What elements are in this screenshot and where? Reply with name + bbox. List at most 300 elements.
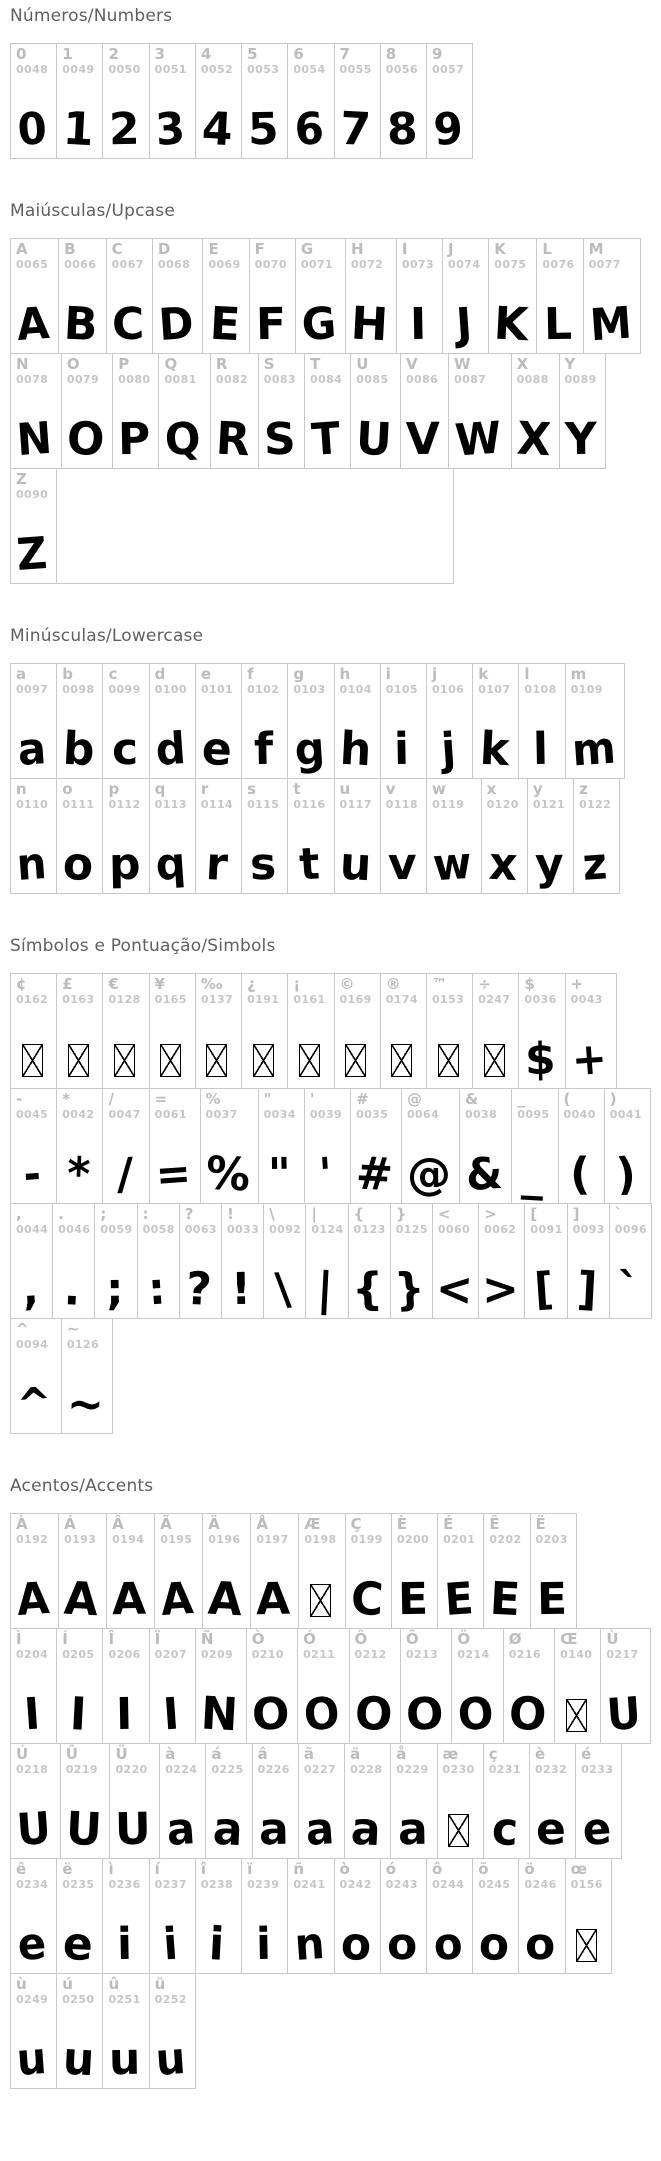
glyph-preview: [515, 386, 552, 467]
character-label: $: [524, 975, 535, 993]
glyph-cell: [10, 468, 57, 584]
glyph-preview: [62, 1006, 94, 1080]
glyph-preview: [15, 271, 51, 351]
glyph-cell: [195, 663, 242, 779]
glyph-preview: [16, 1661, 48, 1741]
character-label: í: [154, 1860, 160, 1878]
character-code: 0153: [431, 992, 465, 1006]
glyph-preview: [432, 1006, 464, 1080]
glyph-character: E: [443, 1572, 476, 1626]
character-label: |: [311, 1205, 317, 1223]
glyph-cell: [448, 353, 512, 469]
glyph-cell: [61, 353, 113, 469]
glyph-cell: [250, 1513, 299, 1629]
glyph-preview: [349, 1546, 385, 1627]
glyph-character: a: [165, 1802, 198, 1856]
glyph-character: b: [61, 721, 96, 777]
glyph-preview: [15, 2006, 49, 2086]
character-code: 0035: [356, 1107, 389, 1121]
glyph-cell: [380, 778, 427, 894]
glyph-cell: [344, 1743, 391, 1859]
character-code: 0195: [160, 1532, 193, 1546]
character-label: ò: [339, 1860, 350, 1878]
glyph-cell: [10, 778, 57, 894]
character-code: 0234: [16, 1877, 49, 1891]
character-code: 0094: [16, 1337, 49, 1351]
character-code: 0097: [16, 682, 49, 696]
glyph-preview: [61, 811, 95, 892]
glyph-cell: [297, 1628, 349, 1744]
glyph-preview: [214, 386, 252, 467]
character-label: A: [16, 240, 28, 258]
character-code: 0082: [215, 372, 249, 386]
glyph-preview: [353, 1661, 394, 1742]
glyph-cell: [380, 663, 427, 779]
character-label: *: [62, 1090, 71, 1108]
character-label: 5: [247, 45, 258, 63]
character-label: ö: [524, 1860, 535, 1878]
character-label: ‰: [200, 975, 223, 993]
glyph-cell: [102, 1858, 149, 1974]
character-code: 0105: [385, 682, 418, 696]
character-label: Í: [62, 1630, 68, 1648]
glyph-preview: [453, 386, 504, 467]
character-code: 0128: [108, 992, 141, 1006]
character-code: 0205: [62, 1647, 95, 1661]
character-label: ó: [385, 1860, 397, 1878]
glyph-cell: [149, 663, 196, 779]
character-code: 0218: [16, 1762, 49, 1776]
character-label: ": [263, 1090, 272, 1108]
glyph-character: ]: [575, 1262, 599, 1316]
glyph-preview: [581, 1776, 614, 1856]
glyph-preview: [349, 271, 390, 352]
glyph-cell: [241, 1858, 288, 1974]
character-code: 0045: [16, 1107, 49, 1121]
glyph-character: B: [62, 296, 100, 352]
character-code: 0075: [494, 257, 527, 271]
glyph-preview: [351, 1236, 384, 1315]
character-code: 0233: [581, 1762, 614, 1776]
character-code: 0050: [108, 62, 141, 76]
glyph-cell: [488, 238, 537, 354]
glyph-character: O: [302, 1687, 342, 1741]
glyph-character: j: [439, 723, 457, 775]
character-label: R: [215, 355, 228, 373]
glyph-section: [10, 1476, 651, 2089]
character-code: 0165: [154, 992, 187, 1006]
glyph-character: O: [456, 1687, 496, 1741]
glyph-preview: [201, 1006, 233, 1080]
glyph-preview: [154, 2006, 188, 2086]
character-label: 9: [431, 45, 443, 63]
glyph-preview: [154, 811, 188, 891]
glyph-character: z: [581, 837, 610, 891]
character-code: 0066: [64, 257, 97, 271]
character-code: 0169: [339, 992, 372, 1006]
character-code: 0247: [478, 992, 511, 1006]
glyph-cell: [345, 1513, 392, 1629]
glyph-preview: [247, 1891, 279, 1970]
glyph-cell: [58, 1513, 107, 1629]
glyph-cell: [149, 778, 196, 894]
character-label: [: [530, 1205, 538, 1223]
character-code: 0212: [354, 1647, 387, 1661]
character-label: É: [443, 1515, 454, 1533]
character-code: 0210: [251, 1647, 284, 1661]
glyph-preview: [464, 1121, 505, 1201]
glyph-character: A: [111, 1573, 147, 1625]
glyph-cell: [518, 1858, 565, 1974]
glyph-character: 5: [247, 103, 279, 155]
glyph-preview: [605, 1661, 643, 1741]
glyph-character: u: [154, 2032, 188, 2086]
glyph-character: u: [338, 836, 373, 892]
glyph-character: o: [61, 836, 95, 892]
glyph-character: \: [273, 1263, 293, 1316]
notdef-box-icon: [566, 1699, 587, 1732]
glyph-cell: [529, 1743, 576, 1859]
glyph-cell: [106, 238, 153, 354]
glyph-preview: [478, 696, 511, 777]
glyph-preview: [62, 1121, 94, 1201]
character-label: m: [570, 665, 587, 683]
glyph-character: i: [208, 1917, 226, 1971]
glyph-cell: [478, 1203, 525, 1319]
glyph-character: P: [117, 413, 151, 465]
glyph-table: [10, 663, 651, 894]
glyph-character: n: [292, 1917, 326, 1971]
character-code: 0095: [517, 1107, 550, 1121]
character-label: @: [406, 1090, 422, 1108]
character-code: 0104: [339, 682, 372, 696]
character-label: ™: [431, 975, 447, 993]
glyph-character: 8: [386, 103, 418, 155]
character-label: ¡: [293, 975, 301, 993]
character-code: 0065: [16, 257, 49, 271]
glyph-preview: [15, 1546, 51, 1626]
character-code: 0250: [62, 1992, 95, 2006]
character-code: 0237: [154, 1877, 187, 1891]
character-label: v: [385, 780, 396, 798]
glyph-character: U: [605, 1687, 643, 1741]
glyph-cell: [348, 1203, 391, 1319]
character-code: 0199: [350, 1532, 383, 1546]
glyph-preview: [227, 1236, 255, 1315]
glyph-cell: [604, 1088, 651, 1204]
glyph-cell: [56, 1858, 103, 1974]
character-code: 0039: [309, 1107, 343, 1121]
glyph-character: I: [115, 1688, 134, 1740]
glyph-preview: [65, 386, 106, 467]
glyph-character: A: [15, 297, 51, 351]
glyph-preview: [386, 76, 418, 155]
glyph-character: V: [405, 413, 441, 465]
character-code: 0057: [431, 62, 465, 76]
glyph-character: Z: [15, 527, 49, 581]
glyph-character: u: [15, 2032, 49, 2086]
glyph-cell: [56, 663, 103, 779]
glyph-preview: [58, 1236, 86, 1316]
character-label: /: [108, 1090, 114, 1108]
glyph-preview: [15, 811, 49, 891]
character-label: q: [154, 780, 166, 798]
glyph-character: K: [492, 296, 530, 352]
glyph-character: 3: [154, 102, 188, 156]
character-code: 0099: [108, 682, 141, 696]
glyph-cell: [10, 238, 59, 354]
glyph-preview: [587, 271, 633, 351]
glyph-character: S: [263, 413, 297, 465]
character-label: =: [154, 1090, 168, 1108]
character-label: g: [293, 665, 305, 683]
glyph-preview: [302, 1661, 342, 1741]
character-label: Å: [256, 1515, 268, 1533]
glyph-cell: [600, 1628, 651, 1744]
glyph-character: A: [206, 1571, 244, 1627]
notdef-box-icon: [114, 1044, 135, 1077]
glyph-row: [10, 43, 651, 159]
glyph-preview: [108, 811, 141, 890]
character-code: 0137: [200, 992, 234, 1006]
character-label: ã: [303, 1745, 314, 1763]
character-label: 3: [154, 45, 166, 63]
character-code: 0110: [16, 797, 49, 811]
glyph-character: E: [536, 1573, 568, 1625]
glyph-cell: [558, 1088, 605, 1204]
character-code: 0216: [508, 1647, 541, 1661]
glyph-row: [10, 1088, 651, 1204]
character-label: C: [111, 240, 123, 258]
character-label: Æ: [304, 1515, 321, 1533]
glyph-preview: [155, 1661, 187, 1741]
glyph-cell: [202, 1513, 251, 1629]
character-code: 0225: [211, 1762, 244, 1776]
character-code: 0087: [454, 372, 487, 386]
glyph-character: (: [569, 1148, 591, 1200]
character-label: a: [16, 665, 27, 683]
glyph-cell: [349, 1628, 401, 1744]
glyph-preview: [564, 1121, 596, 1200]
character-label: W: [454, 355, 471, 373]
glyph-preview: [443, 1546, 476, 1626]
character-label: €: [108, 975, 119, 993]
character-label: Z: [16, 470, 27, 488]
glyph-character: 1: [61, 101, 96, 157]
character-code: 0124: [311, 1222, 344, 1236]
glyph-cell: [573, 778, 620, 894]
glyph-character: c: [111, 723, 139, 775]
character-code: 0077: [588, 257, 621, 271]
glyph-character: *: [65, 1147, 92, 1201]
glyph-cell: [56, 1088, 103, 1204]
character-code: 0174: [385, 992, 418, 1006]
character-label: ^: [16, 1320, 29, 1338]
character-code: 0209: [200, 1647, 234, 1661]
character-label: â: [257, 1745, 268, 1763]
glyph-cell: [583, 238, 642, 354]
glyph-preview: [292, 696, 327, 776]
glyph-cell: [10, 1513, 59, 1629]
glyph-cell: [451, 1628, 503, 1744]
glyph-character: U: [115, 1803, 152, 1855]
character-label: H: [351, 240, 364, 258]
character-label: Y: [564, 355, 576, 373]
glyph-cell: [350, 353, 401, 469]
glyph-cell: [102, 778, 149, 894]
glyph-preview: [263, 386, 297, 465]
character-code: 0072: [351, 257, 384, 271]
glyph-preview: [111, 1546, 147, 1625]
glyph-character: >: [481, 1263, 520, 1315]
glyph-character: +: [569, 1032, 609, 1086]
character-label: \: [269, 1205, 275, 1223]
character-label: Ï: [154, 1630, 161, 1648]
character-label: ¥: [154, 975, 166, 993]
glyph-character: I: [68, 1687, 88, 1741]
glyph-cell: [334, 973, 381, 1089]
character-code: 0140: [560, 1647, 593, 1661]
glyph-cell: [102, 43, 149, 159]
glyph-cell: [426, 1858, 473, 1974]
glyph-preview: [157, 271, 196, 351]
glyph-cell: [575, 1743, 622, 1859]
character-label: >: [484, 1205, 497, 1223]
glyph-character: .: [62, 1262, 83, 1316]
glyph-preview: [269, 1236, 297, 1316]
character-label: ü: [154, 1975, 166, 1993]
character-label: k: [478, 665, 489, 683]
glyph-character: i: [393, 723, 410, 775]
character-code: 0231: [488, 1762, 521, 1776]
glyph-character: R: [214, 411, 252, 467]
character-code: 0214: [457, 1647, 490, 1661]
character-code: 0102: [247, 682, 280, 696]
character-code: 0249: [16, 1992, 49, 2006]
glyph-cell: [334, 663, 381, 779]
glyph-cell: [400, 353, 449, 469]
character-code: 0236: [108, 1877, 141, 1891]
character-code: 0047: [108, 1107, 141, 1121]
glyph-preview: [258, 1776, 290, 1855]
character-label: 7: [339, 45, 350, 63]
glyph-character: /: [116, 1148, 134, 1200]
character-code: 0202: [489, 1532, 522, 1546]
character-code: 0107: [478, 682, 511, 696]
sections-root: [10, 6, 651, 2089]
glyph-character: w: [431, 837, 474, 891]
glyph-preview: [340, 1006, 372, 1080]
glyph-preview: [354, 386, 394, 467]
glyph-character: I: [409, 298, 427, 350]
character-label: ú: [62, 1975, 73, 1993]
character-code: 0081: [164, 372, 197, 386]
character-code: 0070: [254, 257, 287, 271]
character-label: Ú: [16, 1745, 29, 1763]
glyph-preview: [542, 271, 574, 350]
glyph-preview: [206, 1546, 244, 1627]
glyph-cell: [58, 238, 107, 354]
character-code: 0114: [200, 797, 234, 811]
glyph-cell: [518, 663, 565, 779]
character-label: _: [517, 1090, 525, 1108]
glyph-cell: [565, 973, 617, 1089]
glyph-character: h: [338, 721, 373, 777]
glyph-character: A: [62, 1571, 100, 1627]
character-label: à: [165, 1745, 176, 1763]
glyph-character: i: [161, 1918, 180, 1970]
character-code: 0117: [339, 797, 372, 811]
glyph-preview: [524, 696, 556, 775]
glyph-row: [10, 1203, 651, 1319]
glyph-table: [10, 1513, 651, 2089]
glyph-cell: [179, 1203, 222, 1319]
glyph-cell: [380, 1858, 427, 1974]
character-label: P: [118, 355, 130, 373]
glyph-character: !: [230, 1263, 252, 1315]
glyph-cell: [252, 1743, 299, 1859]
character-label: K: [494, 240, 506, 258]
character-code: 0052: [200, 62, 234, 76]
character-code: 0228: [350, 1762, 383, 1776]
glyph-cell: [195, 1628, 247, 1744]
glyph-preview: [16, 1236, 44, 1316]
character-code: 0242: [339, 1877, 372, 1891]
glyph-preview: [397, 1546, 429, 1625]
character-code: 0112: [108, 797, 141, 811]
notdef-box-icon: [310, 1584, 331, 1617]
glyph-preview: [15, 501, 49, 581]
character-code: 0079: [66, 372, 100, 386]
glyph-preview: [61, 696, 96, 777]
glyph-cell: [102, 1628, 149, 1744]
glyph-cell: [112, 353, 159, 469]
character-label: <: [437, 1205, 451, 1223]
character-code: 0227: [303, 1762, 337, 1776]
character-code: 0230: [442, 1762, 475, 1776]
glyph-preview: [310, 1121, 342, 1200]
glyph-cell: [56, 778, 103, 894]
glyph-preview: [573, 1236, 601, 1316]
glyph-preview: [292, 1891, 326, 1971]
glyph-preview: [100, 1236, 128, 1315]
character-label: c: [108, 665, 118, 683]
glyph-cell: [149, 1858, 196, 1974]
glyph-cell: [609, 1203, 652, 1319]
character-code: 0061: [154, 1107, 187, 1121]
character-code: 0049: [62, 62, 95, 76]
character-label: 6: [293, 45, 304, 63]
glyph-cell: [401, 1088, 460, 1204]
glyph-character: @: [406, 1148, 452, 1200]
glyph-preview: [61, 2006, 96, 2087]
glyph-character: :: [146, 1263, 167, 1316]
character-code: 0063: [184, 1222, 217, 1236]
notdef-box-icon: [438, 1044, 459, 1077]
glyph-character: D: [157, 297, 196, 351]
character-label: Ô: [354, 1630, 368, 1648]
character-code: 0246: [524, 1877, 557, 1891]
glyph-character: m: [569, 722, 618, 776]
glyph-preview: [108, 1006, 140, 1080]
notdef-box-icon: [391, 1044, 412, 1077]
glyph-preview: [117, 386, 151, 465]
character-code: 0098: [62, 682, 95, 696]
character-code: 0220: [115, 1762, 148, 1776]
glyph-preview: [184, 1236, 214, 1316]
glyph-cell: [396, 238, 443, 354]
character-code: 0194: [112, 1532, 145, 1546]
